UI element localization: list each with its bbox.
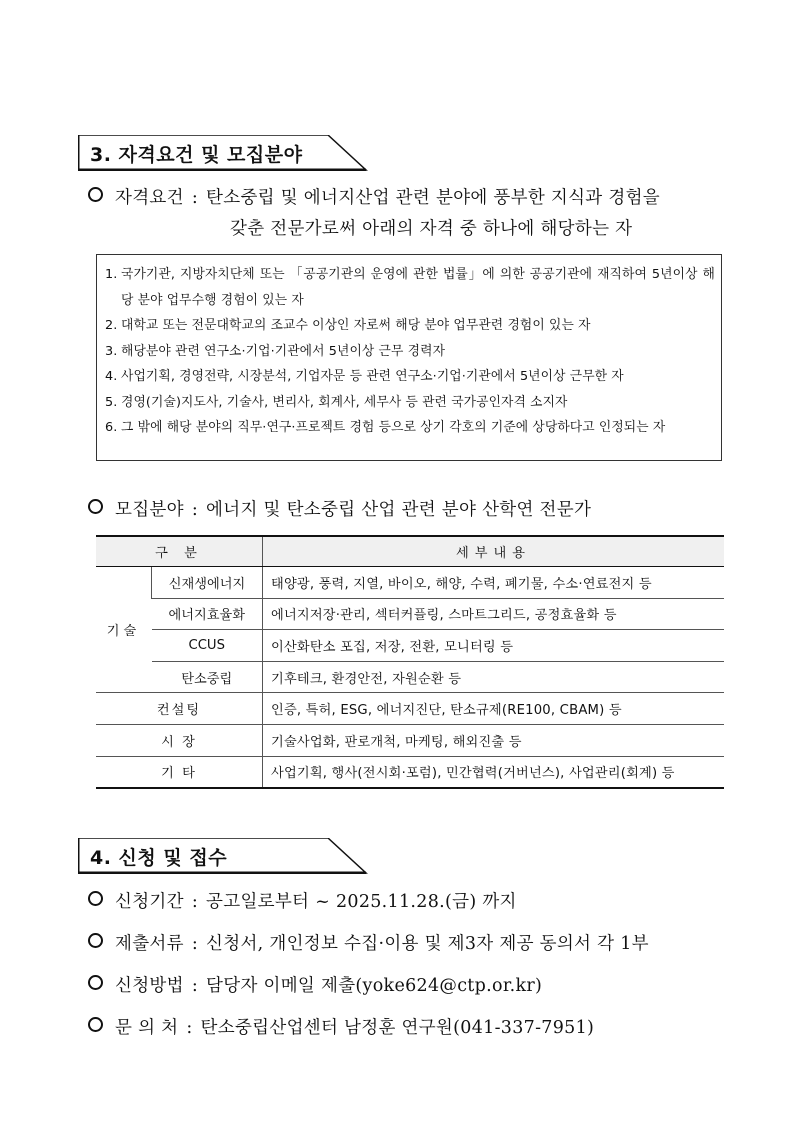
circle-bullet-icon [88, 499, 103, 514]
recruit-text: 에너지 및 탄소중립 산업 관련 분야 산학연 전문가 [206, 500, 592, 520]
tech-category: 기술 [96, 567, 152, 693]
table-row [96, 598, 724, 630]
row-detail: 태양광, 풍력, 지열, 바이오, 해양, 수력, 폐기물, 수소·연료전지 등 [263, 567, 725, 599]
section4-title: 4. 신청 및 접수 [90, 847, 228, 869]
circle-bullet-icon [88, 975, 103, 990]
row-detail: 인증, 특허, ESG, 에너지진단, 탄소규제(RE100, CBAM) 등 [263, 693, 725, 725]
row-category: 기 타 [96, 756, 263, 788]
header-detail: 세부내용 [263, 536, 725, 567]
table-row [96, 693, 724, 725]
section3-header [78, 135, 368, 171]
table-row [96, 567, 724, 599]
recruit-label: 모집분야 [115, 500, 184, 520]
circle-bullet-icon [88, 933, 103, 948]
list-item: 1. 국가기관, 지방자치단체 또는 「공공기관의 운영에 관한 법률」에 의한 공공기관에 재직하여 5년이상 해당 분야 업무수행 경험이 있는 자 [105, 267, 715, 308]
list-item: 2. 대학교 또는 전문대학교의 조교수 이상인 자로써 해당 분야 업무관련 경험이 있는 자 [105, 318, 591, 333]
qualification-line1: 탄소중립 및 에너지산업 관련 분야에 풍부한 지식과 경험을 [206, 188, 660, 208]
table-row [96, 756, 724, 788]
row-category: 에너지효율화 [152, 598, 263, 630]
application-period-line: 신청기간 : 공고일로부터 ~ 2025.11.28.(금) 까지 [88, 888, 517, 913]
row-detail: 기후테크, 환경안전, 자원순환 등 [263, 661, 725, 693]
table-row [96, 661, 724, 693]
row-category: 탄소중립 [152, 661, 263, 693]
application-method-line: 신청방법 : 담당자 이메일 제출(yoke624@ctp.or.kr) [88, 972, 542, 997]
recruit-field-table [96, 535, 724, 789]
circle-bullet-icon [88, 891, 103, 906]
list-item: 5. 경영(기술)지도사, 기술사, 변리사, 회계사, 세무사 등 관련 국가공인자격 소지자 [105, 394, 568, 410]
row-detail: 사업기획, 행사(전시회·포럼), 민간협력(거버넌스), 사업관리(회계) 등 [263, 756, 725, 788]
row-detail: 에너지저장·관리, 섹터커플링, 스마트그리드, 공정효율화 등 [263, 598, 725, 630]
list-item: 4. 사업기획, 경영전략, 시장분석, 기업자문 등 관련 연구소·기업·기관에서 5년이상 근무한 자 [105, 369, 624, 384]
section3-title: 3. 자격요건 및 모집분야 [90, 144, 303, 166]
contact-email: 담당자 이메일 제출(yoke624@ctp.or.kr) [206, 976, 543, 996]
list-item: 3. 해당분야 관련 연구소·기업·기관에서 5년이상 근무 경력자 [105, 343, 446, 359]
circle-bullet-icon [88, 1017, 103, 1032]
row-category: CCUS [152, 630, 263, 662]
row-category: 컨설팅 [96, 693, 263, 725]
qualification-label: 자격요건 [115, 188, 184, 208]
list-item: 6. 그 밖에 해당 분야의 직무·연구·프로젝트 경험 등으로 상기 각호의 기준에 상당하다고 인정되는 자 [105, 420, 666, 435]
table-row [96, 724, 724, 756]
row-category: 시 장 [96, 724, 263, 756]
section4-header [78, 838, 368, 874]
row-detail: 기술사업화, 판로개척, 마케팅, 해외진출 등 [263, 724, 725, 756]
colon: : [191, 500, 199, 520]
table-header-row [96, 536, 724, 567]
qualification-line2: 갖춘 전문가로써 아래의 자격 중 하나에 해당하는 자 [230, 219, 633, 239]
qualification-list-box [96, 254, 722, 461]
table-row [96, 630, 724, 662]
inquiry-line: 문 의 처 : 탄소중립산업센터 남정훈 연구원(041-337-7951) [88, 1014, 594, 1039]
circle-bullet-icon [88, 187, 103, 202]
row-category: 신재생에너지 [152, 567, 263, 599]
header-category: 구 분 [96, 536, 263, 567]
colon: : [191, 188, 199, 208]
submission-docs-line: 제출서류 : 신청서, 개인정보 수집·이용 및 제3자 제공 동의서 각 1부 [88, 930, 649, 955]
qualification-line [88, 184, 660, 209]
recruit-line [88, 496, 591, 521]
row-detail: 이산화탄소 포집, 저장, 전환, 모니터링 등 [263, 630, 725, 662]
